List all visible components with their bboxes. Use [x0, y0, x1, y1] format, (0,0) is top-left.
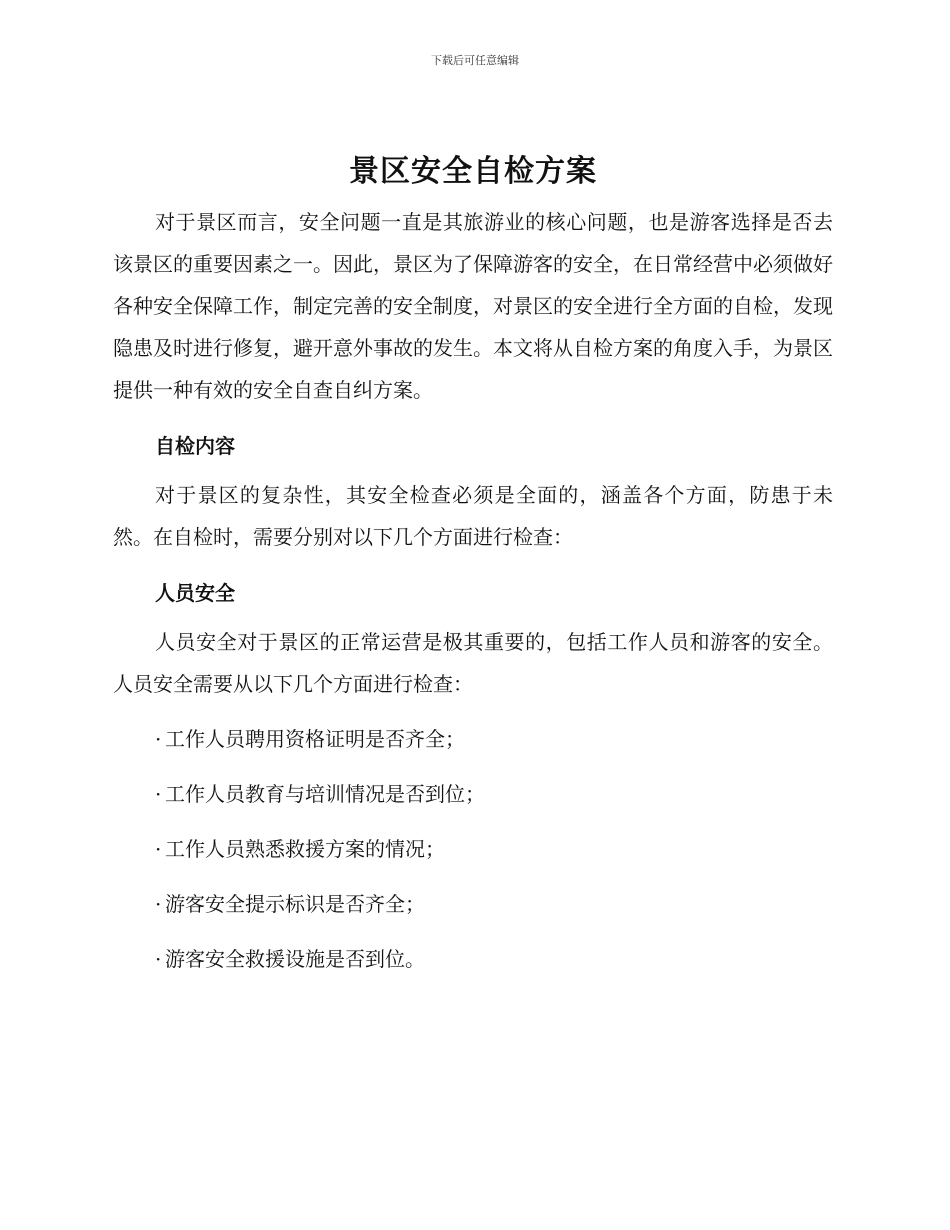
section-heading-personnel-safety: 人员安全 — [155, 581, 235, 605]
list-item-text: 游客安全救援设施是否到位。 — [165, 947, 425, 971]
document-body — [113, 150, 833, 980]
bullet-icon: · — [155, 727, 162, 751]
list-item-text: 工作人员熟悉救援方案的情况； — [165, 837, 445, 861]
bullet-icon: · — [155, 837, 162, 861]
list-item — [155, 938, 833, 980]
personnel-safety-paragraph: 人员安全对于景区的正常运营是极其重要的，包括工作人员和游客的安全。人员安全需要从以下几个方面进行检查： — [113, 630, 833, 696]
intro-paragraph: 对于景区而言，安全问题一直是其旅游业的核心问题，也是游客选择是否去该景区的重要因素之一。因此，景区为了保障游客的安全，在日常经营中必须做好各种安全保障工作，制定完善的安全制度，对景区的安全进行全方面的自检，发现隐患及时进行修复，避开意外事故的发生。本文将从自检方案的角度入手，为景区提供一种有效的安全自查自纠方案。 — [113, 210, 833, 402]
list-item-text: 工作人员聘用资格证明是否齐全； — [165, 727, 465, 751]
list-item-text: 游客安全提示标识是否齐全； — [165, 892, 425, 916]
page-header-note: 下载后可任意编辑 — [431, 54, 519, 67]
list-item — [155, 773, 833, 815]
self-check-content-paragraph: 对于景区的复杂性，其安全检查必须是全面的，涵盖各个方面，防患于未然。在自检时，需要分别对以下几个方面进行检查： — [113, 483, 833, 549]
bullet-icon: · — [155, 947, 162, 971]
document-title: 景区安全自检方案 — [349, 154, 597, 189]
list-item — [155, 883, 833, 925]
personnel-checklist — [113, 718, 833, 980]
list-item — [155, 718, 833, 760]
section-heading-self-check-content: 自检内容 — [155, 434, 235, 458]
bullet-icon: · — [155, 892, 162, 916]
list-item-text: 工作人员教育与培训情况是否到位； — [165, 782, 485, 806]
list-item — [155, 828, 833, 870]
bullet-icon: · — [155, 782, 162, 806]
